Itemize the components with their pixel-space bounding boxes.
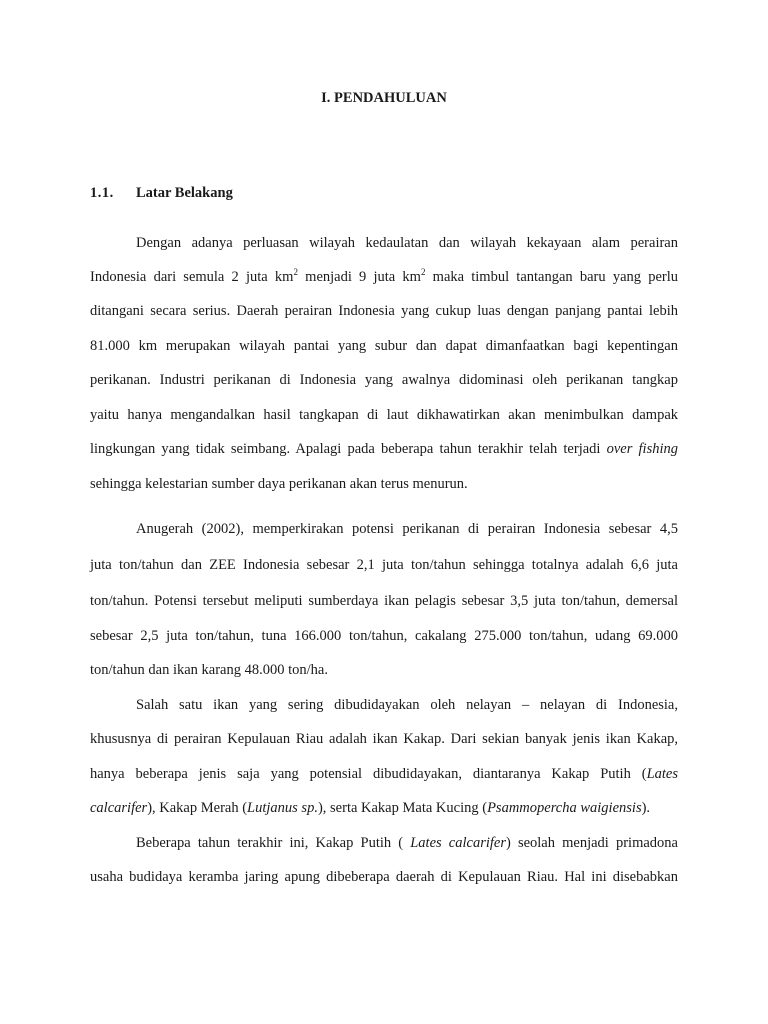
text-span: maka timbul tantangan baru yang perlu	[425, 269, 678, 285]
paragraph2-line5: ton/tahun dan ikan karang 48.000 ton/ha.	[90, 662, 328, 678]
subsection-title: Latar Belakang	[136, 185, 233, 201]
text-span: Indonesia dari semula 2 juta km	[90, 269, 294, 285]
paragraph1-line6: yaitu hanya mengandalkan hasil tangkapan di laut dikhawatirkan akan menimbulkan dampak	[90, 407, 678, 423]
paragraph1-line5: perikanan. Industri perikanan di Indonesia yang awalnya didominasi oleh perikanan tangkap	[90, 372, 678, 388]
paragraph3-line1: Salah satu ikan yang sering dibudidayakan oleh nelayan – nelayan di Indonesia,	[136, 697, 678, 713]
paragraph1-line7	[90, 440, 678, 458]
italic-term: over fishing	[606, 441, 678, 457]
chapter-title: I. PENDAHULUAN	[321, 90, 447, 106]
paragraph1-line8: sehingga kelestarian sumber daya perikanan akan terus menurun.	[90, 476, 468, 492]
superscript: 2	[293, 267, 298, 277]
text-span: Beberapa tahun terakhir ini, Kakap Putih (	[136, 835, 411, 851]
text-span: lingkungan yang tidak seimbang. Apalagi pada beberapa tahun terakhir telah terjadi	[90, 441, 607, 457]
italic-term: Psammopercha waigiensis	[487, 800, 642, 816]
paragraph1-line1: Dengan adanya perluasan wilayah kedaulatan dan wilayah kekayaan alam perairan	[136, 235, 678, 251]
paragraph2-line2: juta ton/tahun dan ZEE Indonesia sebesar 2,1 juta ton/tahun sehingga totalnya adalah 6,6 juta	[90, 557, 678, 573]
superscript: 2	[420, 267, 426, 277]
paragraph2-line3: ton/tahun. Potensi tersebut meliputi sumberdaya ikan pelagis sebesar 3,5 juta ton/tahun, demersal	[90, 593, 678, 609]
paragraph2-line1: Anugerah (2002), memperkirakan potensi perikanan di perairan Indonesia sebesar 4,5	[136, 521, 678, 537]
text-span: ).	[641, 800, 651, 816]
italic-term: Lates	[646, 766, 678, 782]
paragraph3-line3	[90, 765, 678, 783]
paragraph1-line3: ditangani secara serius. Daerah perairan Indonesia yang cukup luas dengan panjang pantai lebih	[90, 303, 678, 319]
text-span: ) seolah menjadi primadona	[505, 835, 678, 851]
text-span: menjadi 9 juta km	[297, 269, 421, 285]
text-span: ), Kakap Merah (	[147, 800, 248, 816]
italic-term: Lutjanus sp.	[247, 800, 318, 816]
subsection-number: 1.1.	[90, 185, 114, 201]
text-span: hanya beberapa jenis saja yang potensial dibudidayakan, diantaranya Kakap Putih (	[90, 766, 647, 782]
italic-term: Lates calcarifer	[410, 835, 506, 851]
paragraph3-line2: khususnya di perairan Kepulauan Riau adalah ikan Kakap. Dari sekian banyak jenis ikan Kakap,	[90, 731, 678, 747]
paragraph1-line2	[90, 268, 678, 286]
paragraph2-line4: sebesar 2,5 juta ton/tahun, tuna 166.000 ton/tahun, cakalang 275.000 ton/tahun, udang 69.000	[90, 628, 678, 644]
paragraph3-line4	[90, 799, 650, 817]
paragraph4-line2: usaha budidaya keramba jaring apung dibeberapa daerah di Kepulauan Riau. Hal ini disebabkan	[90, 869, 678, 885]
text-span: ), serta Kakap Mata Kucing (	[317, 800, 488, 816]
paragraph4-line1	[136, 834, 678, 852]
italic-term: calcarifer	[90, 800, 148, 816]
subsection-heading	[90, 185, 233, 202]
paragraph1-line4: 81.000 km merupakan wilayah pantai yang subur dan dapat dimanfaatkan bagi kepentingan	[90, 338, 678, 354]
